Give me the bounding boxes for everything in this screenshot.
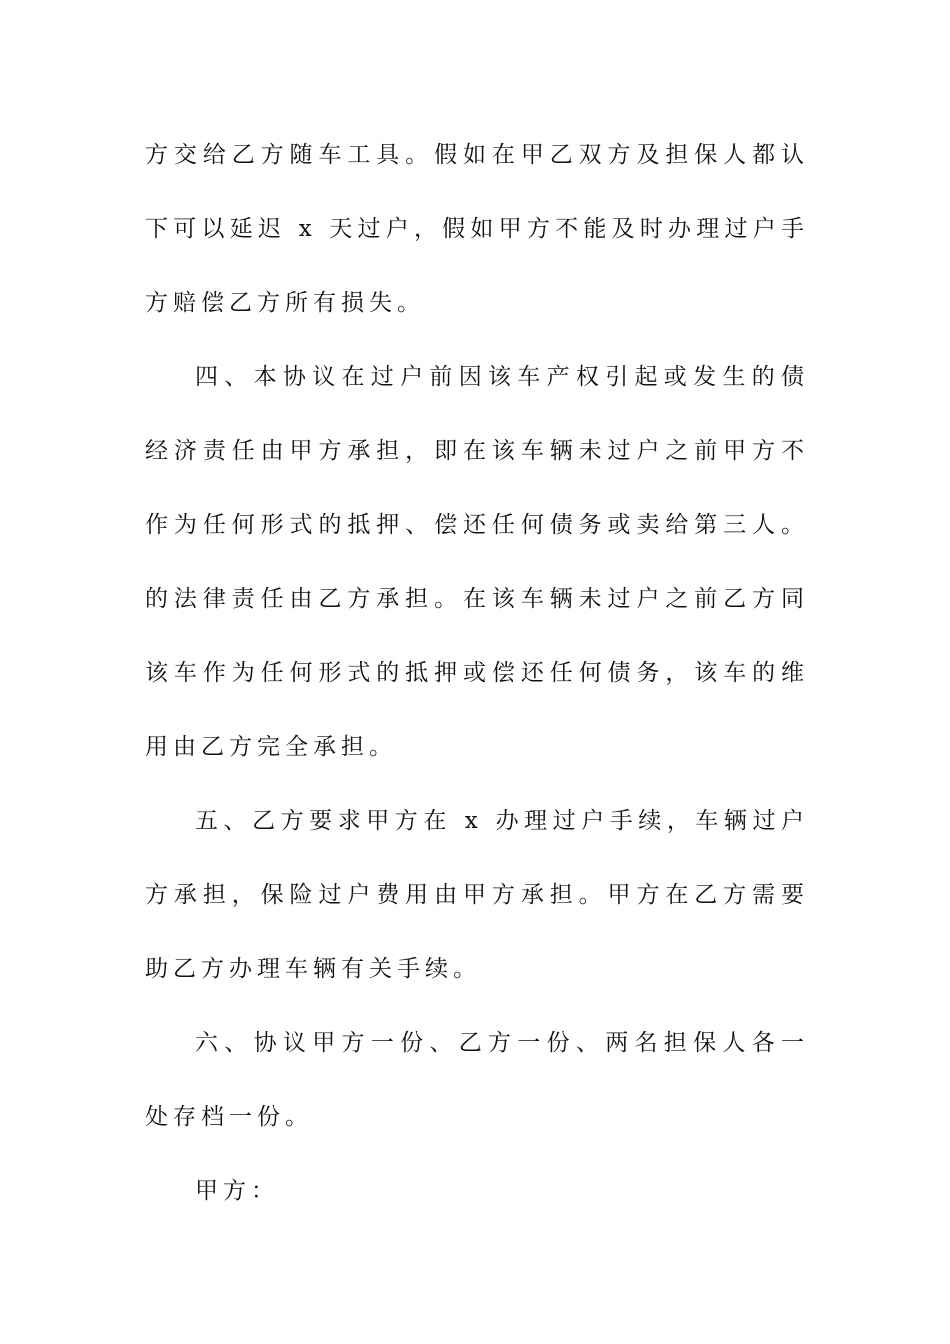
text-line: 方赔偿乙方所有损失。 [145,290,425,316]
text-line: 方承担，保险过户费用由甲方承担。甲方在乙方需要 [145,882,809,908]
text-line: 的法律责任由乙方承担。在该车辆未过户之前乙方同 [145,586,809,612]
text-line: 下可以延迟 x 天过户，假如甲方不能及时办理过户手 [145,216,809,242]
document-body [145,118,809,1228]
text-line: 方交给乙方随车工具。假如在甲乙双方及担保人都认 [145,142,809,168]
text-line: 该车作为任何形式的抵押或偿还任何债务，该车的维 [145,660,809,686]
text-line: 助乙方办理车辆有关手续。 [145,956,481,982]
text-line: 用由乙方完全承担。 [145,734,397,760]
text-line: 经济责任由甲方承担，即在该车辆未过户之前甲方不 [145,438,809,464]
party-a-signature-label: 甲方： [195,1178,279,1204]
clause-six-heading-line: 六、协议甲方一份、乙方一份、两名担保人各一 [195,1030,809,1056]
text-line: 处存档一份。 [145,1104,313,1130]
clause-five-heading-line: 五、乙方要求甲方在 x 办理过户手续，车辆过户 [195,808,809,834]
clause-four-heading-line: 四、本协议在过户前因该车产权引起或发生的债 [195,364,809,390]
text-line: 作为任何形式的抵押、偿还任何债务或卖给第三人。 [145,512,809,538]
